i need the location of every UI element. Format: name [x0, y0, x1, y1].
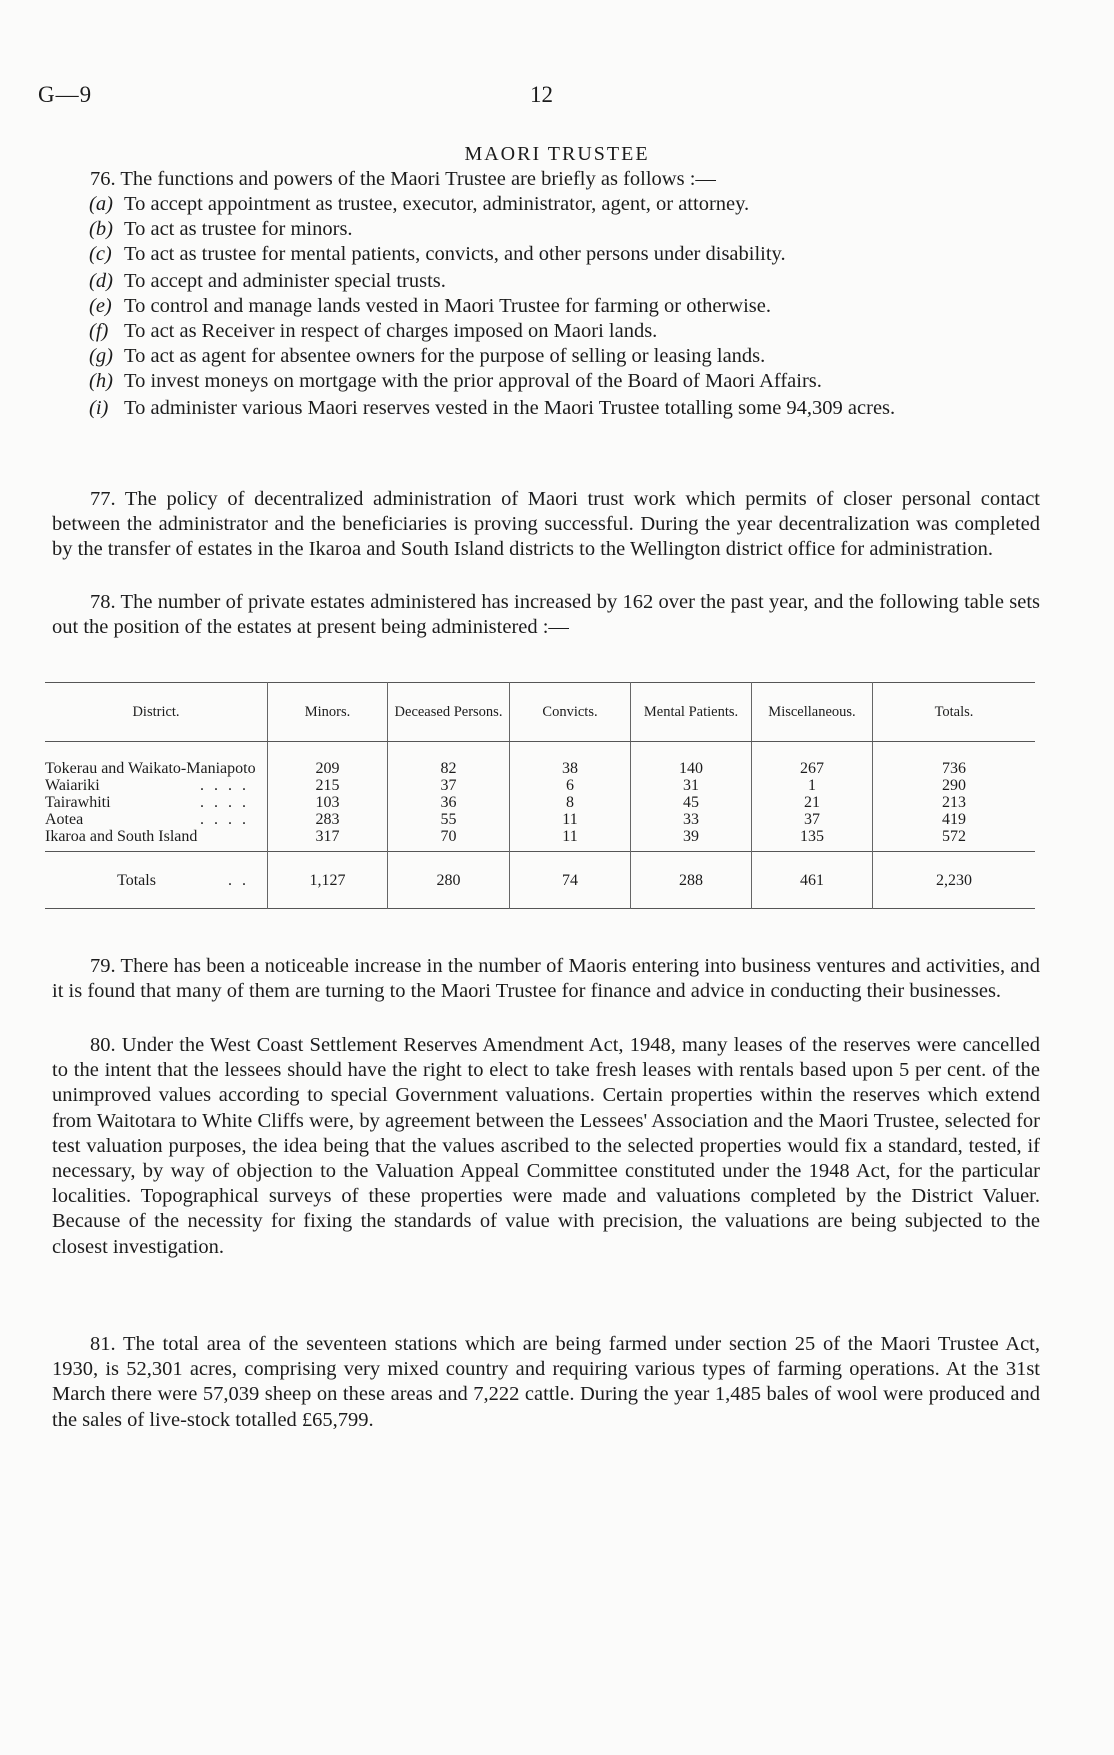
district-cell [45, 828, 268, 852]
district-cell [45, 811, 268, 828]
convicts-cell: 8 [510, 794, 631, 811]
leader-dots: . . [228, 871, 249, 889]
list-item-text: To accept and administer special trusts. [124, 270, 446, 292]
paragraph-81: 81. The total area of the seventeen stations which are being farmed under section 25 of the Maori Trustee Act, 1930, is 52,301 acres, comprising very mixed country and requiring various types of farming operations. At the 31st March there were 57,039 sheep on these areas and 7,222 cattle. During the year 1,485 bales of wool were produced and the sales of live-stock totalled £65,799. [52, 1333, 1040, 1431]
convicts-cell: 6 [510, 777, 631, 794]
paragraph-78: 78. The number of private estates administered has increased by 162 over the past year, and the following table sets out the position of the estates at present being administered :— [52, 591, 1040, 639]
list-item [89, 217, 1040, 242]
functions-list [89, 192, 1040, 421]
table-row [45, 794, 1035, 811]
deceased-cell: 37 [388, 777, 510, 794]
miscellaneous-cell: 37 [752, 811, 873, 828]
district-name: Waiariki [45, 777, 100, 794]
list-marker: (b) [89, 218, 113, 240]
totals-cell: 290 [873, 777, 1036, 794]
column-header-deceased: Deceased Persons. [388, 683, 510, 742]
deceased-total: 280 [388, 852, 510, 909]
list-item [89, 396, 1040, 421]
leader-dots: . . . . [200, 794, 249, 811]
list-marker: (f) [89, 320, 109, 342]
convicts-cell: 11 [510, 828, 631, 852]
table-row [45, 811, 1035, 828]
totals-cell: 572 [873, 828, 1036, 852]
district-name: Tokerau and Waikato-Maniapoto [45, 760, 256, 777]
list-item [89, 294, 1040, 319]
mental-total: 288 [631, 852, 752, 909]
totals-cell: 736 [873, 742, 1036, 778]
district-cell [45, 794, 268, 811]
document-code: G—9 [38, 82, 93, 107]
list-item [89, 319, 1040, 344]
table-row [45, 777, 1035, 794]
miscellaneous-cell: 267 [752, 742, 873, 778]
totals-cell: 213 [873, 794, 1036, 811]
convicts-cell: 11 [510, 811, 631, 828]
mental-cell: 45 [631, 794, 752, 811]
totals-label-cell [45, 852, 268, 909]
deceased-cell: 70 [388, 828, 510, 852]
list-item-text: To invest moneys on mortgage with the prior approval of the Board of Maori Affairs. [124, 370, 822, 392]
leader-dots: . . . . [200, 811, 249, 828]
list-item [89, 192, 1040, 217]
page-number: 12 [530, 82, 553, 107]
district-cell [45, 777, 268, 794]
column-header-convicts: Convicts. [510, 683, 631, 742]
paragraph-77: 77. The policy of decentralized administration of Maori trust work which permits of closer personal contact between the administrator and the beneficiaries is proving successful. During the year decentralization was completed by the transfer of estates in the Ikaroa and South Island districts to the Wellington district office for administration. [52, 488, 1040, 561]
list-item [89, 242, 1040, 267]
list-item-text: To act as trustee for mental patients, convicts, and other persons under disability. [124, 243, 786, 265]
deceased-cell: 55 [388, 811, 510, 828]
district-name: Tairawhiti [45, 794, 111, 811]
deceased-cell: 82 [388, 742, 510, 778]
minors-cell: 209 [268, 742, 388, 778]
column-header-miscellaneous: Miscellaneous. [752, 683, 873, 742]
column-header-mental: Mental Patients. [631, 683, 752, 742]
minors-total: 1,127 [268, 852, 388, 909]
list-item [89, 344, 1040, 369]
table-row [45, 828, 1035, 852]
district-name: Aotea [45, 811, 84, 828]
section-title: MAORI TRUSTEE [464, 143, 650, 165]
district-name: Ikaroa and South Island [45, 828, 198, 845]
column-header-totals: Totals. [873, 683, 1036, 742]
paragraph-76: 76. The functions and powers of the Maori Trustee are briefly as follows :— [90, 168, 716, 190]
minors-cell: 215 [268, 777, 388, 794]
miscellaneous-cell: 21 [752, 794, 873, 811]
totals-row [45, 852, 1035, 909]
list-item [89, 369, 1040, 394]
table-header-row [45, 683, 1035, 742]
miscellaneous-cell: 1 [752, 777, 873, 794]
list-marker: (g) [89, 345, 113, 367]
list-marker: (d) [89, 270, 113, 292]
miscellaneous-total: 461 [752, 852, 873, 909]
mental-cell: 31 [631, 777, 752, 794]
list-item-text: To act as trustee for minors. [124, 218, 353, 240]
district-cell [45, 742, 268, 778]
miscellaneous-cell: 135 [752, 828, 873, 852]
totals-label: Totals [117, 871, 156, 889]
list-item [89, 269, 1040, 294]
list-marker: (e) [89, 295, 112, 317]
mental-cell: 39 [631, 828, 752, 852]
minors-cell: 283 [268, 811, 388, 828]
list-item-text: To act as Receiver in respect of charges imposed on Maori lands. [124, 320, 658, 342]
list-item-text: To control and manage lands vested in Maori Trustee for farming or otherwise. [124, 295, 772, 317]
list-marker: (h) [89, 370, 113, 392]
list-marker: (a) [89, 193, 113, 215]
leader-dots: . . . . [200, 777, 249, 794]
table-row [45, 742, 1035, 778]
paragraph-79: 79. There has been a noticeable increase in the number of Maoris entering into business ventures and activities, and it is found that many of them are turning to the Maori Trustee for finance and advice in conducting their businesses. [52, 955, 1040, 1003]
column-header-district: District. [45, 683, 268, 742]
paragraph-80: 80. Under the West Coast Settlement Reserves Amendment Act, 1948, many leases of the reserves were cancelled to the intent that the lessees should have the right to elect to take fresh leases with rentals based upon 5 per cent. of the unimproved values according to special Government valuations. Certain properties within the reserves which extend from Waitotara to White Cliffs were, by agreement between the Lessees' Association and the Maori Trustee, selected for test valuation purposes, the idea being that the values ascribed to the selected properties would fix a standard, tested, if necessary, by way of objection to the Valuation Appeal Committee constituted under the 1948 Act, for the particular localities. Topographical surveys of these properties were made and valuations completed by the District Valuer. Because of the necessity for fixing the standards of value with precision, the valuations are being subjected to the closest investigation. [52, 1034, 1040, 1258]
grand-total: 2,230 [873, 852, 1036, 909]
minors-cell: 103 [268, 794, 388, 811]
deceased-cell: 36 [388, 794, 510, 811]
list-marker: (c) [89, 243, 112, 265]
column-header-minors: Minors. [268, 683, 388, 742]
mental-cell: 140 [631, 742, 752, 778]
list-marker: (i) [89, 397, 109, 419]
list-item-text: To accept appointment as trustee, executor, administrator, agent, or attorney. [124, 193, 750, 215]
convicts-total: 74 [510, 852, 631, 909]
list-item-text: To act as agent for absentee owners for the purpose of selling or leasing lands. [124, 345, 766, 367]
minors-cell: 317 [268, 828, 388, 852]
estates-table [45, 682, 1035, 909]
list-item-text: To administer various Maori reserves vested in the Maori Trustee totalling some 94,309 acres. [124, 397, 896, 419]
totals-cell: 419 [873, 811, 1036, 828]
convicts-cell: 38 [510, 742, 631, 778]
mental-cell: 33 [631, 811, 752, 828]
